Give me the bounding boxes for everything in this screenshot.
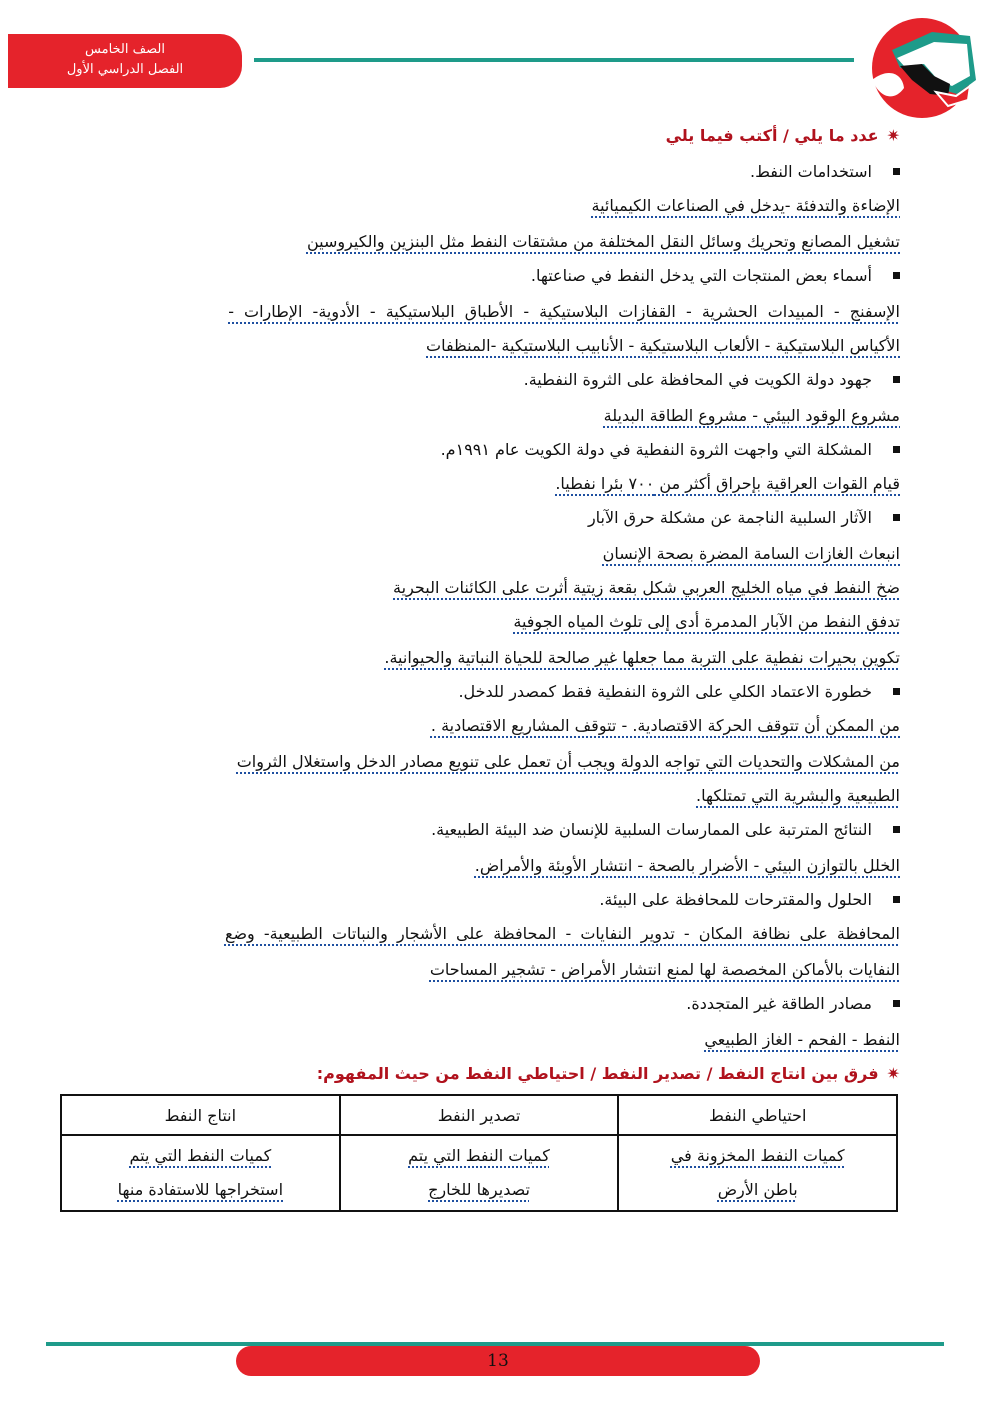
square-bullet-icon <box>893 1000 900 1007</box>
question-item: أسماء بعض المنتجات التي يدخل النفط في صناعتها. <box>531 266 900 285</box>
header-cell-reserve: احتياطي النفط <box>618 1095 897 1135</box>
square-bullet-icon <box>893 168 900 175</box>
cell-export-definition: كميات النفط التي يتم تصديرها للخارج <box>340 1135 619 1211</box>
answer-line: انبعاث الغازات السامة المضرة بصحة الإنسان <box>602 544 900 563</box>
answer-line: ضخ النفط في مياه الخليج العربي شكل بقعة زيتية أثرت على الكائنات البحرية <box>393 578 900 597</box>
answer-line: الخلل بالتوازن البيئي - الأضرار بالصحة - انتشار الأوبئة والأمراض. <box>474 856 900 875</box>
semester-label: الفصل الدراسي الأول <box>66 62 184 77</box>
table-header-row <box>61 1095 897 1135</box>
cell-reserve-definition: كميات النفط المخزونة في باطن الأرض <box>618 1135 897 1211</box>
square-bullet-icon <box>893 688 900 695</box>
square-bullet-icon <box>893 896 900 903</box>
answer-line: قيام القوات العراقية بإحراق أكثر من ٧٠٠ بئرا نفطيا. <box>555 474 900 493</box>
answer-line: المحافظة على نظافة المكان - تدوير النفايات - المحافظة على الأشجار والنباتات الطبيعية- وضع <box>224 924 900 943</box>
comparison-table <box>60 1094 898 1212</box>
answer-line: الإضاءة والتدفئة -يدخل في الصناعات الكيميائية <box>591 196 900 215</box>
square-bullet-icon <box>893 272 900 279</box>
answer-line: مشروع الوقود البيئي - مشروع الطاقة البديلة <box>603 406 900 425</box>
square-bullet-icon <box>893 376 900 383</box>
question-item: استخدامات النفط. <box>750 162 900 181</box>
answer-line: تدفق النفط من الآبار المدمرة أدى إلى تلوث المياه الجوفية <box>513 612 900 631</box>
page-number: 13 <box>236 1346 760 1376</box>
header-cell-export: تصدير النفط <box>340 1095 619 1135</box>
question-item: الآثار السلبية الناجمة عن مشكلة حرق الآبار <box>588 508 900 527</box>
question-item: المشكلة التي واجهت الثروة النفطية في دولة الكويت عام ١٩٩١م. <box>441 440 900 459</box>
question-item: خطورة الاعتماد الكلي على الثروة النفطية فقط كمصدر للدخل. <box>458 682 900 701</box>
star-bullet-icon: ✷ <box>886 126 900 145</box>
question-item: جهود دولة الكويت في المحافظة على الثروة النفطية. <box>524 370 900 389</box>
question-item: النتائج المترتبة على الممارسات السلبية للإنسان ضد البيئة الطبيعية. <box>431 820 900 839</box>
grade-label: الصف الخامس <box>85 42 165 57</box>
answer-line: الأكياس البلاستيكية - الألعاب البلاستيكية - الأنابيب البلاستيكية -المنظفات <box>426 336 900 355</box>
answer-line: من المشكلات والتحديات التي تواجه الدولة ويجب أن تعمل على تنويع مصادر الدخل واستغلال الثروات <box>236 752 900 771</box>
square-bullet-icon <box>893 514 900 521</box>
table-row <box>61 1135 897 1211</box>
square-bullet-icon <box>893 446 900 453</box>
header-divider <box>254 58 854 62</box>
answer-line: النفط - الفحم - الغاز الطبيعي <box>704 1030 900 1049</box>
question-item: الحلول والمقترحات للمحافظة على البيئة. <box>599 890 900 909</box>
square-bullet-icon <box>893 826 900 833</box>
answer-line: الإسفنج - المبيدات الحشرية - القفازات البلاستيكية - الأطباق البلاستيكية - الأدوية- الإطارات - <box>228 302 900 321</box>
star-bullet-icon: ✷ <box>886 1064 900 1083</box>
question-item: مصادر الطاقة غير المتجددة. <box>686 994 900 1013</box>
answer-line: النفايات بالأماكن المخصصة لها لمنع انتشار الأمراض - تشجير المساحات <box>429 960 900 979</box>
kuwait-map-logo <box>852 10 987 120</box>
section1-heading: ✷عدد ما يلي / أكتب فيما يلي <box>665 126 900 145</box>
section2-heading: ✷فرق بين انتاج النفط / تصدير النفط / احتياطي النفط من حيث المفهوم: <box>316 1064 900 1083</box>
cell-production-definition: كميات النفط التي يتم استخراجها للاستفادة منها <box>61 1135 340 1211</box>
answer-line: الطبيعية والبشرية التي تمتلكها. <box>696 786 900 805</box>
header-tab <box>8 34 242 88</box>
header-cell-production: انتاج النفط <box>61 1095 340 1135</box>
answer-line: من الممكن أن تتوقف الحركة الاقتصادية. - تتوقف المشاريع الاقتصادية . <box>430 716 900 735</box>
answer-line: تكوين بحيرات نفطية على التربة مما جعلها غير صالحة للحياة النباتية والحيوانية. <box>384 648 900 667</box>
answer-line: تشغيل المصانع وتحريك وسائل النقل المختلفة من مشتقات النفط مثل البنزين والكيروسين <box>306 232 900 251</box>
